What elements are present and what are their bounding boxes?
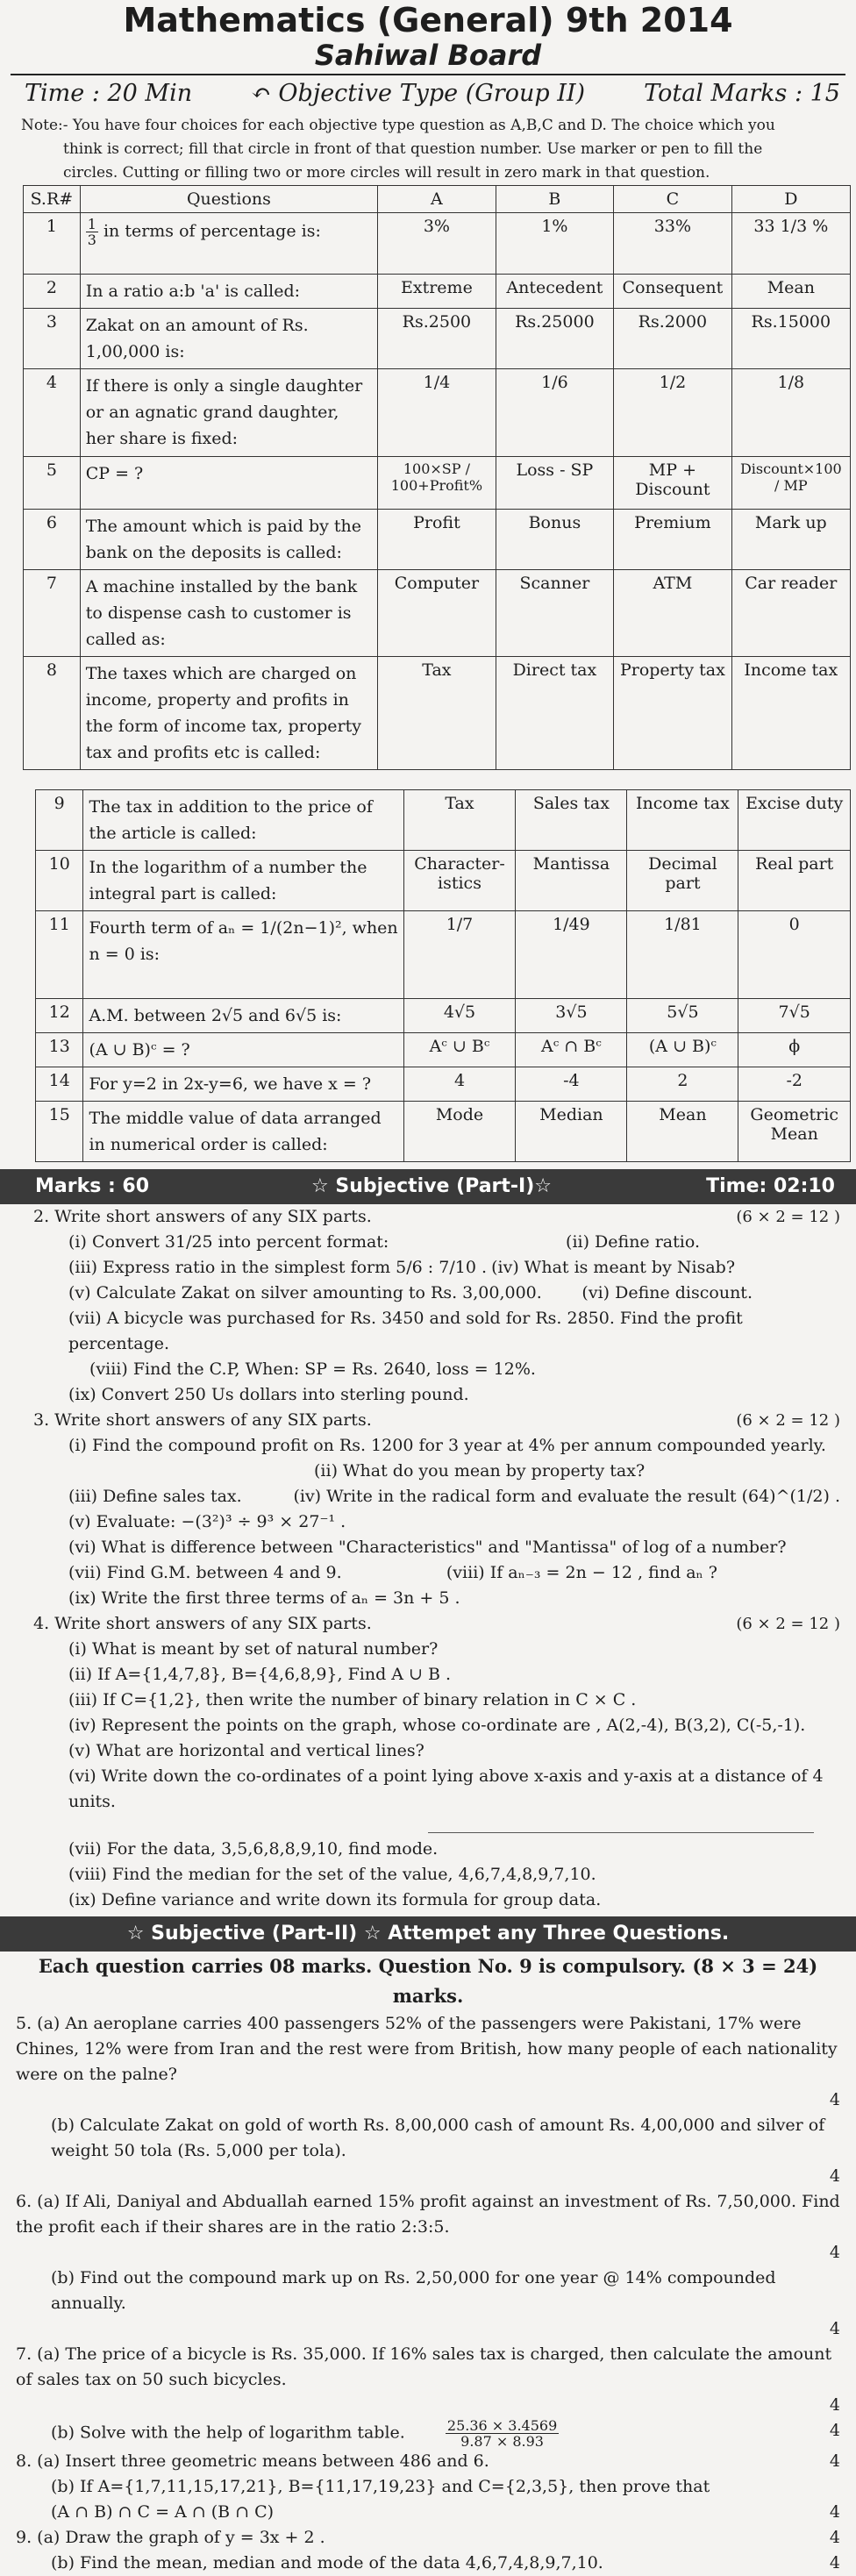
list-item <box>33 1281 840 1306</box>
table-row <box>24 309 851 369</box>
option-c: 1/2 <box>614 369 732 457</box>
q8b2-row <box>16 2500 840 2525</box>
option-a: Mode <box>403 1102 516 1162</box>
option-d: Car reader <box>731 570 850 657</box>
option-a: 3% <box>378 213 496 275</box>
q2-i: (i) Convert 31/25 into percent format: <box>68 1232 389 1252</box>
option-d: Mean <box>731 275 850 309</box>
option-c: Property tax <box>614 657 732 770</box>
q3-vii: (vii) Find G.M. between 4 and 9. <box>68 1563 342 1582</box>
option-c: MP + Discount <box>614 457 732 510</box>
option-b: Mantissa <box>516 851 627 911</box>
sr-cell: 1 <box>24 213 81 275</box>
list-item: (ix) Convert 250 Us dollars into sterling pound. <box>68 1385 469 1404</box>
marks-4: 4 <box>829 2395 840 2415</box>
paper-type-text: Objective Type (Group II) <box>278 80 586 107</box>
sr-cell: 9 <box>36 790 83 851</box>
list-item <box>33 1230 840 1255</box>
table-row <box>24 457 851 510</box>
question-heading <box>33 1204 840 1230</box>
instructions-note <box>0 109 856 185</box>
option-d: Real part <box>738 851 851 911</box>
question-cell: The tax in addition to the price of the article is called: <box>83 790 403 851</box>
paper-type: ↶ Objective Type (Group II) <box>251 80 586 107</box>
option-b: -4 <box>516 1067 627 1102</box>
table-row <box>36 999 851 1033</box>
sr-cell: 11 <box>36 911 83 999</box>
table-header-row <box>24 186 851 213</box>
option-a: 100×SP / 100+Profit% <box>378 457 496 510</box>
note-line-3: circles. Cutting or filling two or more circles will result in zero mark in that question. <box>63 164 710 182</box>
option-b: 1/6 <box>496 369 614 457</box>
option-a: Character-istics <box>403 851 516 911</box>
question-cell: Zakat on an amount of Rs. 1,00,000 is: <box>80 309 377 369</box>
frac-num: 25.36 × 3.4569 <box>446 2417 558 2434</box>
paper-meta <box>0 75 856 109</box>
q2-iii: (iii) Express ratio in the simplest form 5/6 : 7/10 . <box>68 1258 487 1277</box>
q3-iv: (iv) Write in the radical form and evaluate the result (64)^(1/2) . <box>293 1487 840 1506</box>
list-item: (vii) A bicycle was purchased for Rs. 3450 and sold for Rs. 2850. Find the profit percentage. <box>68 1309 743 1353</box>
sr-cell: 6 <box>24 510 81 570</box>
q8a-row <box>16 2449 840 2474</box>
question-cell: For y=2 in 2x-y=6, we have x = ? <box>83 1067 403 1102</box>
question-cell: CP = ? <box>80 457 377 510</box>
list-item: (vi) What is difference between "Characteristics" and "Mantissa" of log of a number? <box>68 1538 787 1557</box>
marks-4: 4 <box>829 2090 840 2109</box>
sr-cell: 7 <box>24 570 81 657</box>
list-item <box>33 1560 840 1586</box>
option-c: 5√5 <box>627 999 738 1033</box>
q7b: (b) Solve with the help of logarithm table. <box>51 2423 405 2443</box>
q5a: 5. (a) An aeroplane carries 400 passengers 52% of the passengers were Pakistani, 17% were Chines, 12% were from Iran and the rest were from British, how many people of each nationality were on the palne? <box>16 2014 838 2084</box>
q9b: (b) Find the mean, median and mode of the data 4,6,7,4,8,9,7,10. <box>51 2553 603 2572</box>
subjective-part2-bar: ☆ Subjective (Part-II) ☆ Attempet any Three Questions. <box>0 1916 856 1952</box>
option-b: Antecedent <box>496 275 614 309</box>
option-b: Median <box>516 1102 627 1162</box>
subjective-part1-bar <box>0 1169 856 1204</box>
option-d: 0 <box>738 911 851 999</box>
paper-title: Mathematics (General) 9th 2014 <box>123 1 733 39</box>
question-heading <box>33 1611 840 1637</box>
marks-4: 4 <box>829 2421 840 2440</box>
q2-vi: (vi) Define discount. <box>581 1283 753 1302</box>
sr-cell: 4 <box>24 369 81 457</box>
option-d: Income tax <box>731 657 850 770</box>
option-c: 2 <box>627 1067 738 1102</box>
col-d: D <box>731 186 850 213</box>
sr-cell: 12 <box>36 999 83 1033</box>
option-c: Consequent <box>614 275 732 309</box>
marks-4: 4 <box>829 2502 840 2522</box>
option-d: 33 1/3 % <box>731 213 850 275</box>
option-d: -2 <box>738 1067 851 1102</box>
list-item: (viii) Find the median for the set of the value, 4,6,7,4,8,9,7,10. <box>68 1865 596 1884</box>
option-b: 1/49 <box>516 911 627 999</box>
option-c: Rs.2000 <box>614 309 732 369</box>
option-b: Rs.25000 <box>496 309 614 369</box>
time-label: Time : 20 Min <box>25 80 193 107</box>
option-a: 4√5 <box>403 999 516 1033</box>
option-d: Rs.15000 <box>731 309 850 369</box>
q4-heading: 4. Write short answers of any SIX parts. <box>33 1614 372 1633</box>
sr-cell: 3 <box>24 309 81 369</box>
mcq-table-1 <box>23 185 851 770</box>
frac-den: 3 <box>87 232 96 248</box>
option-b: Direct tax <box>496 657 614 770</box>
option-a: Tax <box>403 790 516 851</box>
question-cell: The middle value of data arranged in numerical order is called: <box>83 1102 403 1162</box>
sr-cell: 5 <box>24 457 81 510</box>
list-item: (v) Evaluate: −(3²)³ ÷ 9³ × 27⁻¹ . <box>68 1512 346 1531</box>
option-b: Loss - SP <box>496 457 614 510</box>
list-item: (iv) Represent the points on the graph, whose co-ordinate are , A(2,-4), B(3,2), C(-5,-1). <box>68 1716 806 1735</box>
question-2 <box>0 1204 856 1913</box>
sr-cell: 10 <box>36 851 83 911</box>
option-c: Decimal part <box>627 851 738 911</box>
option-c: Mean <box>627 1102 738 1162</box>
list-item: (ix) Write the first three terms of aₙ = 3n + 5 . <box>68 1588 460 1608</box>
option-d: Mark up <box>731 510 850 570</box>
option-c: ATM <box>614 570 732 657</box>
option-b: Aᶜ ∩ Bᶜ <box>516 1033 627 1067</box>
option-d: ϕ <box>738 1033 851 1067</box>
q3-iii: (iii) Define sales tax. <box>68 1487 242 1506</box>
q2-ii: (ii) Define ratio. <box>566 1232 700 1252</box>
question-cell: In a ratio a:b 'a' is called: <box>80 275 377 309</box>
paper-header <box>0 2 856 72</box>
col-sr: S.R# <box>24 186 81 213</box>
q4-marks: (6 × 2 = 12 ) <box>736 1615 840 1633</box>
table-row <box>24 657 851 770</box>
q2-marks: (6 × 2 = 12 ) <box>736 1208 840 1226</box>
question-cell: The taxes which are charged on income, property and profits in the form of income tax, property tax and profits etc is called: <box>80 657 377 770</box>
col-b: B <box>496 186 614 213</box>
option-a: Tax <box>378 657 496 770</box>
list-item: (v) What are horizontal and vertical lines? <box>68 1741 424 1760</box>
option-b: Sales tax <box>516 790 627 851</box>
question-text: in terms of percentage is: <box>103 221 321 241</box>
mcq-table-2 <box>35 789 851 1162</box>
table-row <box>24 369 851 457</box>
list-item: (ii) If A={1,4,7,8}, B={4,6,8,9}, Find A ∪ B . <box>68 1665 452 1684</box>
list-item <box>33 1484 840 1509</box>
list-item: (ii) What do you mean by property tax? <box>314 1461 646 1481</box>
table-row <box>36 1102 851 1162</box>
time-label-2: Time: 02:10 <box>706 1175 835 1197</box>
question-cell: A machine installed by the bank to dispense cash to customer is called as: <box>80 570 377 657</box>
list-item: (vi) Write down the co-ordinates of a point lying above x-axis and y-axis at a distance of 4 units. <box>68 1766 824 1811</box>
q2-v: (v) Calculate Zakat on silver amounting to Rs. 3,00,000. <box>68 1283 542 1302</box>
option-b: 3√5 <box>516 999 627 1033</box>
q9a: 9. (a) Draw the graph of y = 3x + 2 . <box>16 2528 325 2547</box>
fraction <box>86 217 98 247</box>
option-a: Profit <box>378 510 496 570</box>
option-a: Rs.2500 <box>378 309 496 369</box>
divider <box>428 1832 814 1833</box>
list-item <box>33 1255 840 1281</box>
table-row <box>36 1033 851 1067</box>
note-line-1: Note:- You have four choices for each objective type question as A,B,C and D. The choice which you <box>21 117 775 134</box>
option-c: Income tax <box>627 790 738 851</box>
option-a: 1/4 <box>378 369 496 457</box>
option-a: 1/7 <box>403 911 516 999</box>
table-row <box>24 510 851 570</box>
question-heading <box>33 1408 840 1433</box>
table-row <box>36 790 851 851</box>
question-cell: If there is only a single daughter or an agnatic grand daughter, her share is fixed: <box>80 369 377 457</box>
list-item: (iii) If C={1,2}, then write the number of binary relation in C × C . <box>68 1690 637 1709</box>
table-row <box>24 275 851 309</box>
log-fraction <box>446 2418 559 2449</box>
col-a: A <box>378 186 496 213</box>
marks-4: 4 <box>829 2243 840 2262</box>
option-b: Scanner <box>496 570 614 657</box>
sr-cell: 14 <box>36 1067 83 1102</box>
question-cell: In the logarithm of a number the integral part is called: <box>83 851 403 911</box>
option-c: Premium <box>614 510 732 570</box>
frac-num: 1 <box>87 216 96 232</box>
question-cell: (A ∪ B)ᶜ = ? <box>83 1033 403 1067</box>
question-cell <box>80 213 377 275</box>
sr-cell: 13 <box>36 1033 83 1067</box>
sr-cell: 2 <box>24 275 81 309</box>
note-line-2: think is correct; fill that circle in front of that question number. Use marker or pen to fill the <box>63 140 763 158</box>
option-a: Extreme <box>378 275 496 309</box>
list-item: (vii) For the data, 3,5,6,8,8,9,10, find mode. <box>68 1839 439 1859</box>
option-d: 7√5 <box>738 999 851 1033</box>
marks-4: 4 <box>829 2451 840 2471</box>
option-d: 1/8 <box>731 369 850 457</box>
question-cell: Fourth term of aₙ = 1/(2n−1)², when n = 0 is: <box>83 911 403 999</box>
q8a: 8. (a) Insert three geometric means between 486 and 6. <box>16 2451 489 2471</box>
part2-questions <box>0 2011 856 2576</box>
option-d: Excise duty <box>738 790 851 851</box>
q6b: (b) Find out the compound mark up on Rs. 2,50,000 for one year @ 14% compounded annually. <box>51 2268 776 2313</box>
board-name: Sahiwal Board <box>314 39 542 72</box>
frac-den: 9.87 × 8.93 <box>460 2433 544 2450</box>
marks-4: 4 <box>829 2528 840 2547</box>
table-row <box>36 851 851 911</box>
table-row <box>36 911 851 999</box>
option-b: 1% <box>496 213 614 275</box>
list-item: (i) What is meant by set of natural number? <box>68 1639 439 1659</box>
option-c: (A ∪ B)ᶜ <box>627 1033 738 1067</box>
list-item: (viii) Find the C.P, When: SP = Rs. 2640, loss = 12%. <box>89 1359 536 1379</box>
part2-instructions: Each question carries 08 marks. Question No. 9 is compulsory. (8 × 3 = 24) marks. <box>38 1955 818 2007</box>
q3-heading: 3. Write short answers of any SIX parts. <box>33 1410 372 1430</box>
option-d: Discount×100 / MP <box>731 457 850 510</box>
total-marks: Total Marks : 15 <box>644 80 840 107</box>
option-c: 33% <box>614 213 732 275</box>
option-b: Bonus <box>496 510 614 570</box>
option-a: Computer <box>378 570 496 657</box>
col-questions: Questions <box>80 186 377 213</box>
q8b: (b) If A={1,7,11,15,17,21}, B={11,17,19,23} and C={2,3,5}, then prove that <box>51 2477 710 2496</box>
marks-4: 4 <box>829 2553 840 2572</box>
q9a-row <box>16 2525 840 2551</box>
q2-heading: 2. Write short answers of any SIX parts. <box>33 1207 372 1226</box>
option-d: Geometric Mean <box>738 1102 851 1162</box>
sr-cell: 15 <box>36 1102 83 1162</box>
option-a: Aᶜ ∪ Bᶜ <box>403 1033 516 1067</box>
q7b-row <box>16 2418 840 2449</box>
col-c: C <box>614 186 732 213</box>
list-item: (ix) Define variance and write down its formula for group data. <box>68 1890 602 1909</box>
q8b2: (A ∩ B) ∩ C = A ∩ (B ∩ C) <box>51 2502 275 2522</box>
question-cell: The amount which is paid by the bank on the deposits is called: <box>80 510 377 570</box>
marks-4: 4 <box>829 2319 840 2338</box>
q2-iv: (iv) What is meant by Nisab? <box>491 1258 735 1277</box>
question-cell: A.M. between 2√5 and 6√5 is: <box>83 999 403 1033</box>
table-row <box>36 1067 851 1102</box>
table-row <box>24 213 851 275</box>
table-row <box>24 570 851 657</box>
option-a: 4 <box>403 1067 516 1102</box>
q3-viii: (viii) If aₙ₋₃ = 2n − 12 , find aₙ ? <box>446 1563 717 1582</box>
marks-label: Marks : 60 <box>35 1175 150 1197</box>
q9b-row <box>16 2551 840 2576</box>
q3-marks: (6 × 2 = 12 ) <box>736 1411 840 1430</box>
q7a: 7. (a) The price of a bicycle is Rs. 35,000. If 16% sales tax is charged, then calculate the amount of sales tax on 50 such bicycles. <box>16 2344 832 2389</box>
q6a: 6. (a) If Ali, Daniyal and Abduallah earned 15% profit against an investment of Rs. 7,50,000. Find the profit each if their shares are in the ratio 2:3:5. <box>16 2192 840 2237</box>
list-item: (i) Find the compound profit on Rs. 1200 for 3 year at 4% per annum compounded yearly. <box>68 1436 826 1455</box>
part1-title: ☆ Subjective (Part-I)☆ <box>311 1175 553 1197</box>
marks-4: 4 <box>829 2166 840 2186</box>
sr-cell: 8 <box>24 657 81 770</box>
q5b: (b) Calculate Zakat on gold of worth Rs. 8,00,000 cash of amount Rs. 4,00,000 and silver of weight 50 tola (Rs. 5,000 per tola). <box>51 2116 825 2160</box>
option-c: 1/81 <box>627 911 738 999</box>
